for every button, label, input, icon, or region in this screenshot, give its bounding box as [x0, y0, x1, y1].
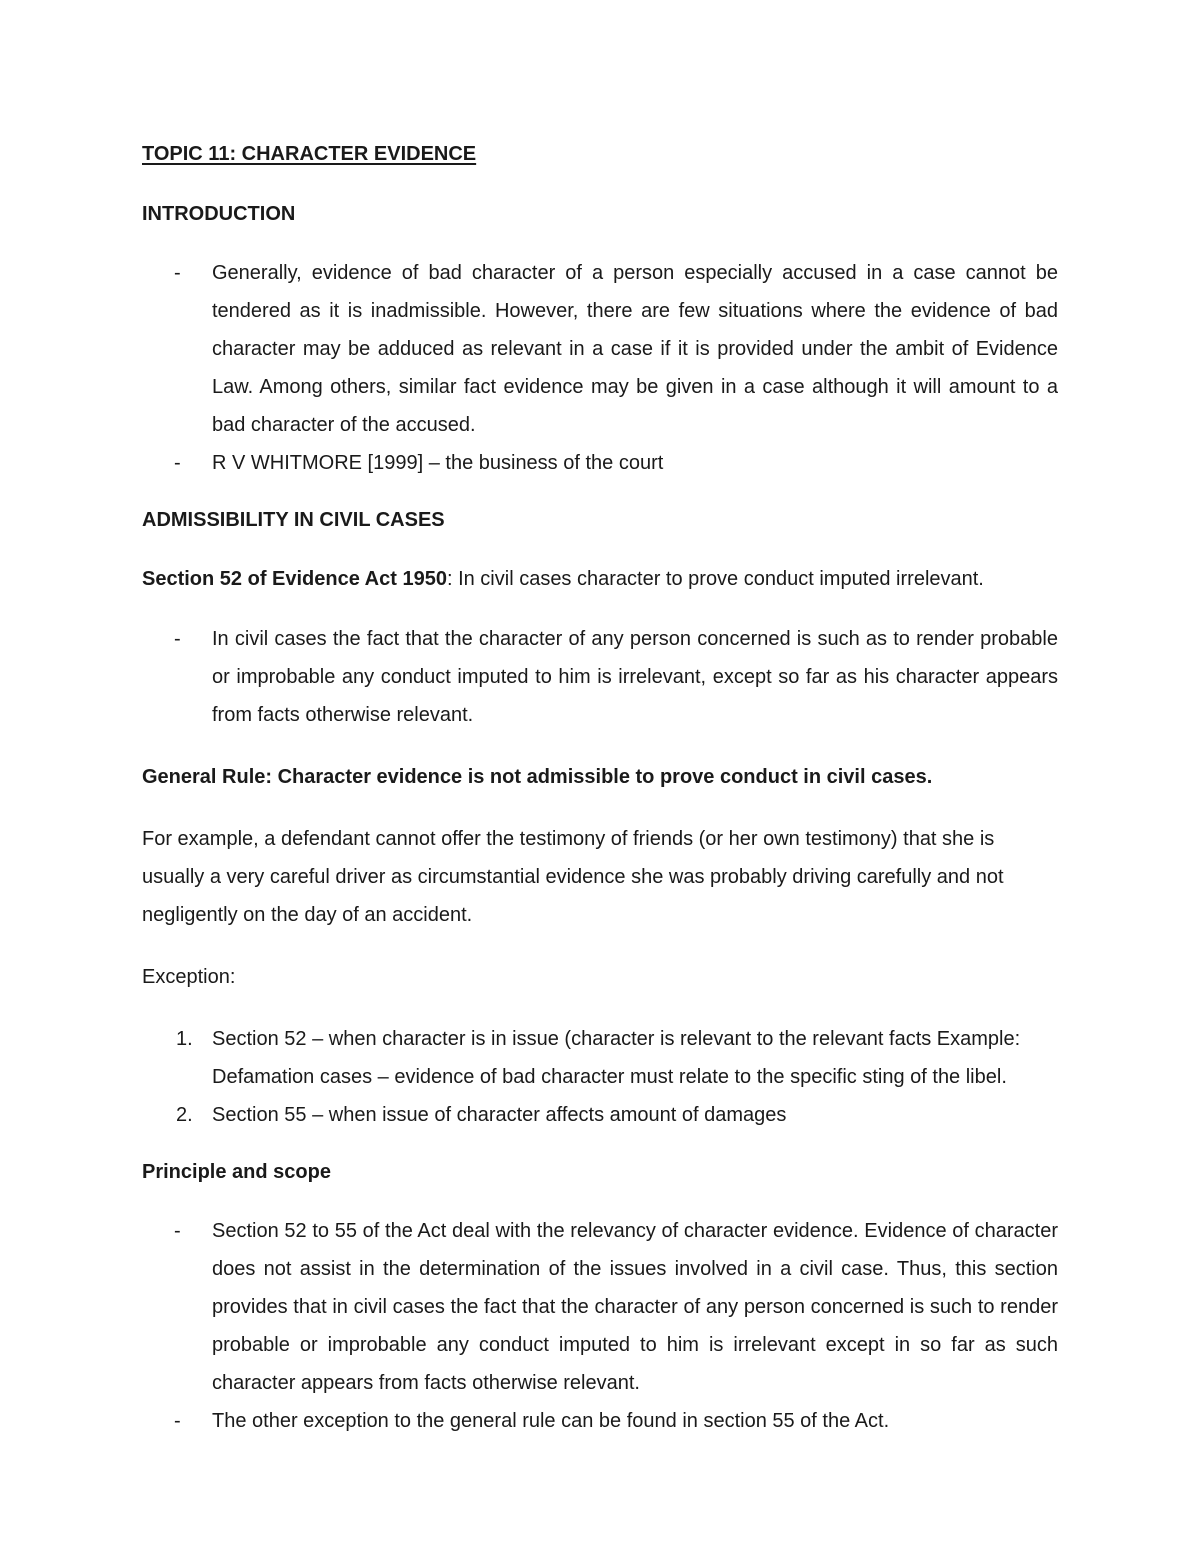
civil-cases-heading: ADMISSIBILITY IN CIVIL CASES — [142, 509, 445, 531]
section-52-label: Section 52 of Evidence Act 1950 — [142, 568, 447, 590]
principle-heading: Principle and scope — [142, 1161, 331, 1183]
list-item-text: Section 52 to 55 of the Act deal with the relevancy of character evidence. Evidence of character does not assist in the determination of the issues involved in a civil case. Thus, this section provides that in civil cases the fact that the character of any person concerned is such to render probable or improbable any conduct imputed to him is irrelevant except in so far as such character appears from facts otherwise relevant. — [212, 1220, 1058, 1394]
introduction-heading: INTRODUCTION — [142, 203, 296, 225]
exception-label: Exception: — [142, 966, 236, 988]
section-52-text: : In civil cases character to prove conduct imputed irrelevant. — [446, 568, 984, 590]
civil-cases-list — [142, 620, 1058, 734]
list-number: 1. — [176, 1028, 193, 1050]
general-rule: General Rule: Character evidence is not admissible to prove conduct in civil cases. — [142, 766, 933, 788]
dash-bullet: - — [174, 1410, 181, 1432]
list-item-text: Section 52 – when character is in issue (character is relevant to the relevant facts Example: Defamation cases – evidence of bad character must relate to the specific sting of the libel. — [212, 1028, 1021, 1088]
list-item — [142, 1212, 1058, 1402]
list-number: 2. — [176, 1104, 193, 1126]
dash-bullet: - — [174, 1220, 181, 1242]
list-item — [142, 1020, 1058, 1096]
list-item — [142, 254, 1058, 444]
section-52-statement — [142, 560, 1058, 598]
list-item-text: R V WHITMORE [1999] – the business of the court — [212, 452, 664, 474]
list-item — [142, 444, 1058, 482]
document-page — [142, 140, 1058, 1464]
list-item-text: Section 55 – when issue of character affects amount of damages — [212, 1104, 787, 1126]
document-title: TOPIC 11: CHARACTER EVIDENCE — [142, 143, 477, 165]
list-item-text: Generally, evidence of bad character of a person especially accused in a case cannot be tendered as it is inadmissible. However, there are few situations where the evidence of bad character may be adduced as relevant in a case if it is provided under the ambit of Evidence Law. Among others, similar fact evidence may be given in a case although it will amount to a bad character of the accused. — [212, 262, 1058, 436]
list-item — [142, 1402, 1058, 1440]
principle-list — [142, 1212, 1058, 1440]
introduction-list — [142, 254, 1058, 482]
example-paragraph: For example, a defendant cannot offer the testimony of friends (or her own testimony) that she is usually a very careful driver as circumstantial evidence she was probably driving carefully and not negligently on the day of an accident. — [142, 828, 1004, 926]
list-item — [142, 620, 1058, 734]
dash-bullet: - — [174, 452, 181, 474]
dash-bullet: - — [174, 628, 181, 650]
list-item — [142, 1096, 1058, 1134]
exceptions-list — [142, 1020, 1058, 1134]
list-item-text: The other exception to the general rule can be found in section 55 of the Act. — [212, 1410, 890, 1432]
dash-bullet: - — [174, 262, 181, 284]
list-item-text: In civil cases the fact that the character of any person concerned is such as to render probable or improbable any conduct imputed to him is irrelevant, except so far as his character appears from facts otherwise relevant. — [212, 628, 1058, 726]
